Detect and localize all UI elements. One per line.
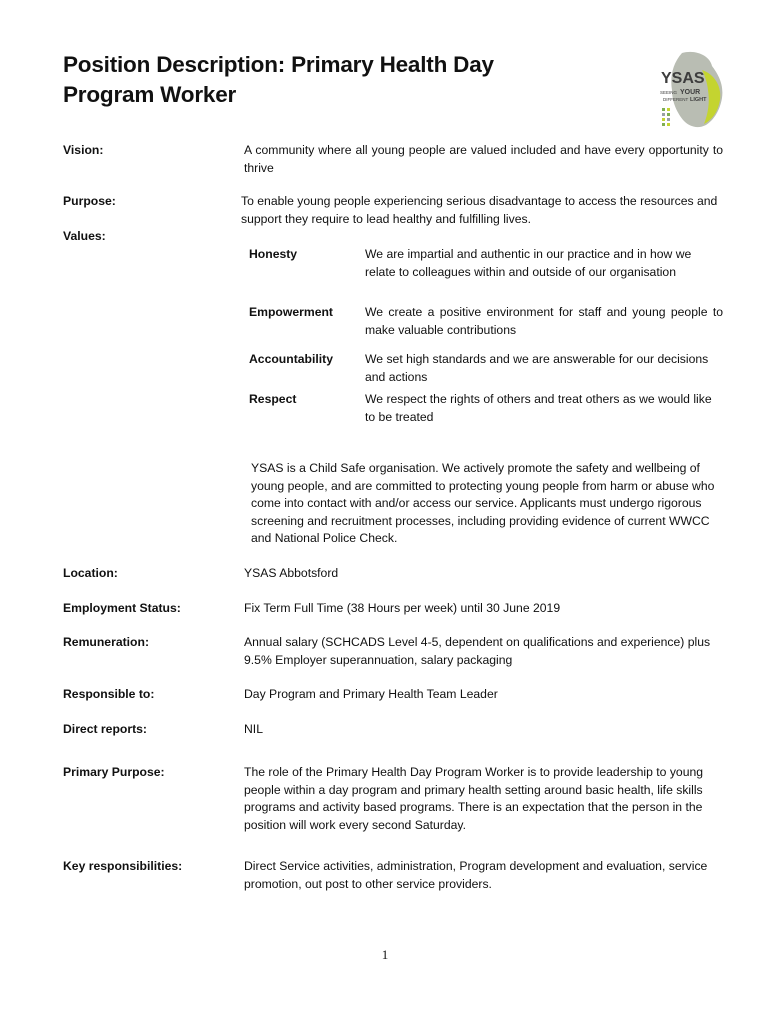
detail-text: YSAS Abbotsford — [244, 566, 339, 580]
value-name: Respect — [249, 392, 297, 406]
child-safe-statement: YSAS is a Child Safe organisation. We actively promote the safety and wellbeing of young people, and are committed to protecting young people from harm or abuse who come into contact with and/or access our service. Applicants must undergo rigorous screening and recruitment processes, including providing evidence of current WWCC and National Police Check. — [251, 461, 715, 545]
purpose-text: To enable young people experiencing serious disadvantage to access the resources and support they require to lead healthy and fulfilling lives. — [241, 194, 718, 226]
ysas-logo — [652, 50, 732, 130]
value-name: Empowerment — [249, 305, 333, 319]
detail-text: The role of the Primary Health Day Program Worker is to provide leadership to young people within a day program and primary health setting around basic health, life skills programs and activity based programs. There is an expectation that the person in the position will work every second Saturday. — [244, 765, 704, 832]
value-name: Honesty — [249, 247, 298, 261]
logo-tagline-1: SEEING — [660, 90, 678, 95]
detail-text: NIL — [244, 722, 263, 736]
page-number: 1 — [381, 947, 389, 962]
detail-label: Direct reports: — [63, 722, 147, 736]
value-description: We are impartial and authentic in our practice and in how we relate to colleagues within and outside of our organisation — [365, 247, 692, 279]
detail-label: Responsible to: — [63, 687, 155, 701]
values-label: Values: — [63, 229, 106, 243]
value-description: We set high standards and we are answerable for our decisions and actions — [365, 352, 709, 384]
logo-text: YSAS — [661, 70, 705, 87]
detail-label: Employment Status: — [63, 601, 181, 615]
detail-label: Key responsibilities: — [63, 859, 183, 873]
detail-text: Fix Term Full Time (38 Hours per week) until 30 June 2019 — [244, 601, 561, 615]
value-description: We create a positive environment for staff and young people to make valuable contributions — [365, 305, 723, 337]
purpose-label: Purpose: — [63, 194, 116, 208]
vision-label: Vision: — [63, 143, 104, 157]
detail-text: Annual salary (SCHCADS Level 4-5, dependent on qualifications and experience) plus 9.5% Employer superannuation, salary packaging — [244, 635, 711, 667]
title-line-2: Program Worker — [63, 82, 237, 107]
detail-label: Primary Purpose: — [63, 765, 165, 779]
detail-text: Direct Service activities, administration, Program development and evaluation, service promotion, out post to other service providers. — [244, 859, 708, 891]
vision-text: A community where all young people are valued included and have every opportunity to thrive — [244, 143, 723, 175]
logo-tagline-4: LIGHT — [690, 97, 707, 103]
value-description: We respect the rights of others and treat others as we would like to be treated — [365, 392, 712, 424]
logo-tagline-2: YOUR — [680, 89, 701, 96]
logo-tagline-3: DIFFERENT — [663, 97, 689, 102]
detail-text: Day Program and Primary Health Team Leader — [244, 687, 498, 701]
detail-label: Location: — [63, 566, 118, 580]
value-name: Accountability — [249, 352, 333, 366]
logo-dots — [662, 108, 670, 126]
document-title — [63, 50, 494, 110]
detail-label: Remuneration: — [63, 635, 149, 649]
title-line-1: Position Description: Primary Health Day — [63, 52, 494, 77]
